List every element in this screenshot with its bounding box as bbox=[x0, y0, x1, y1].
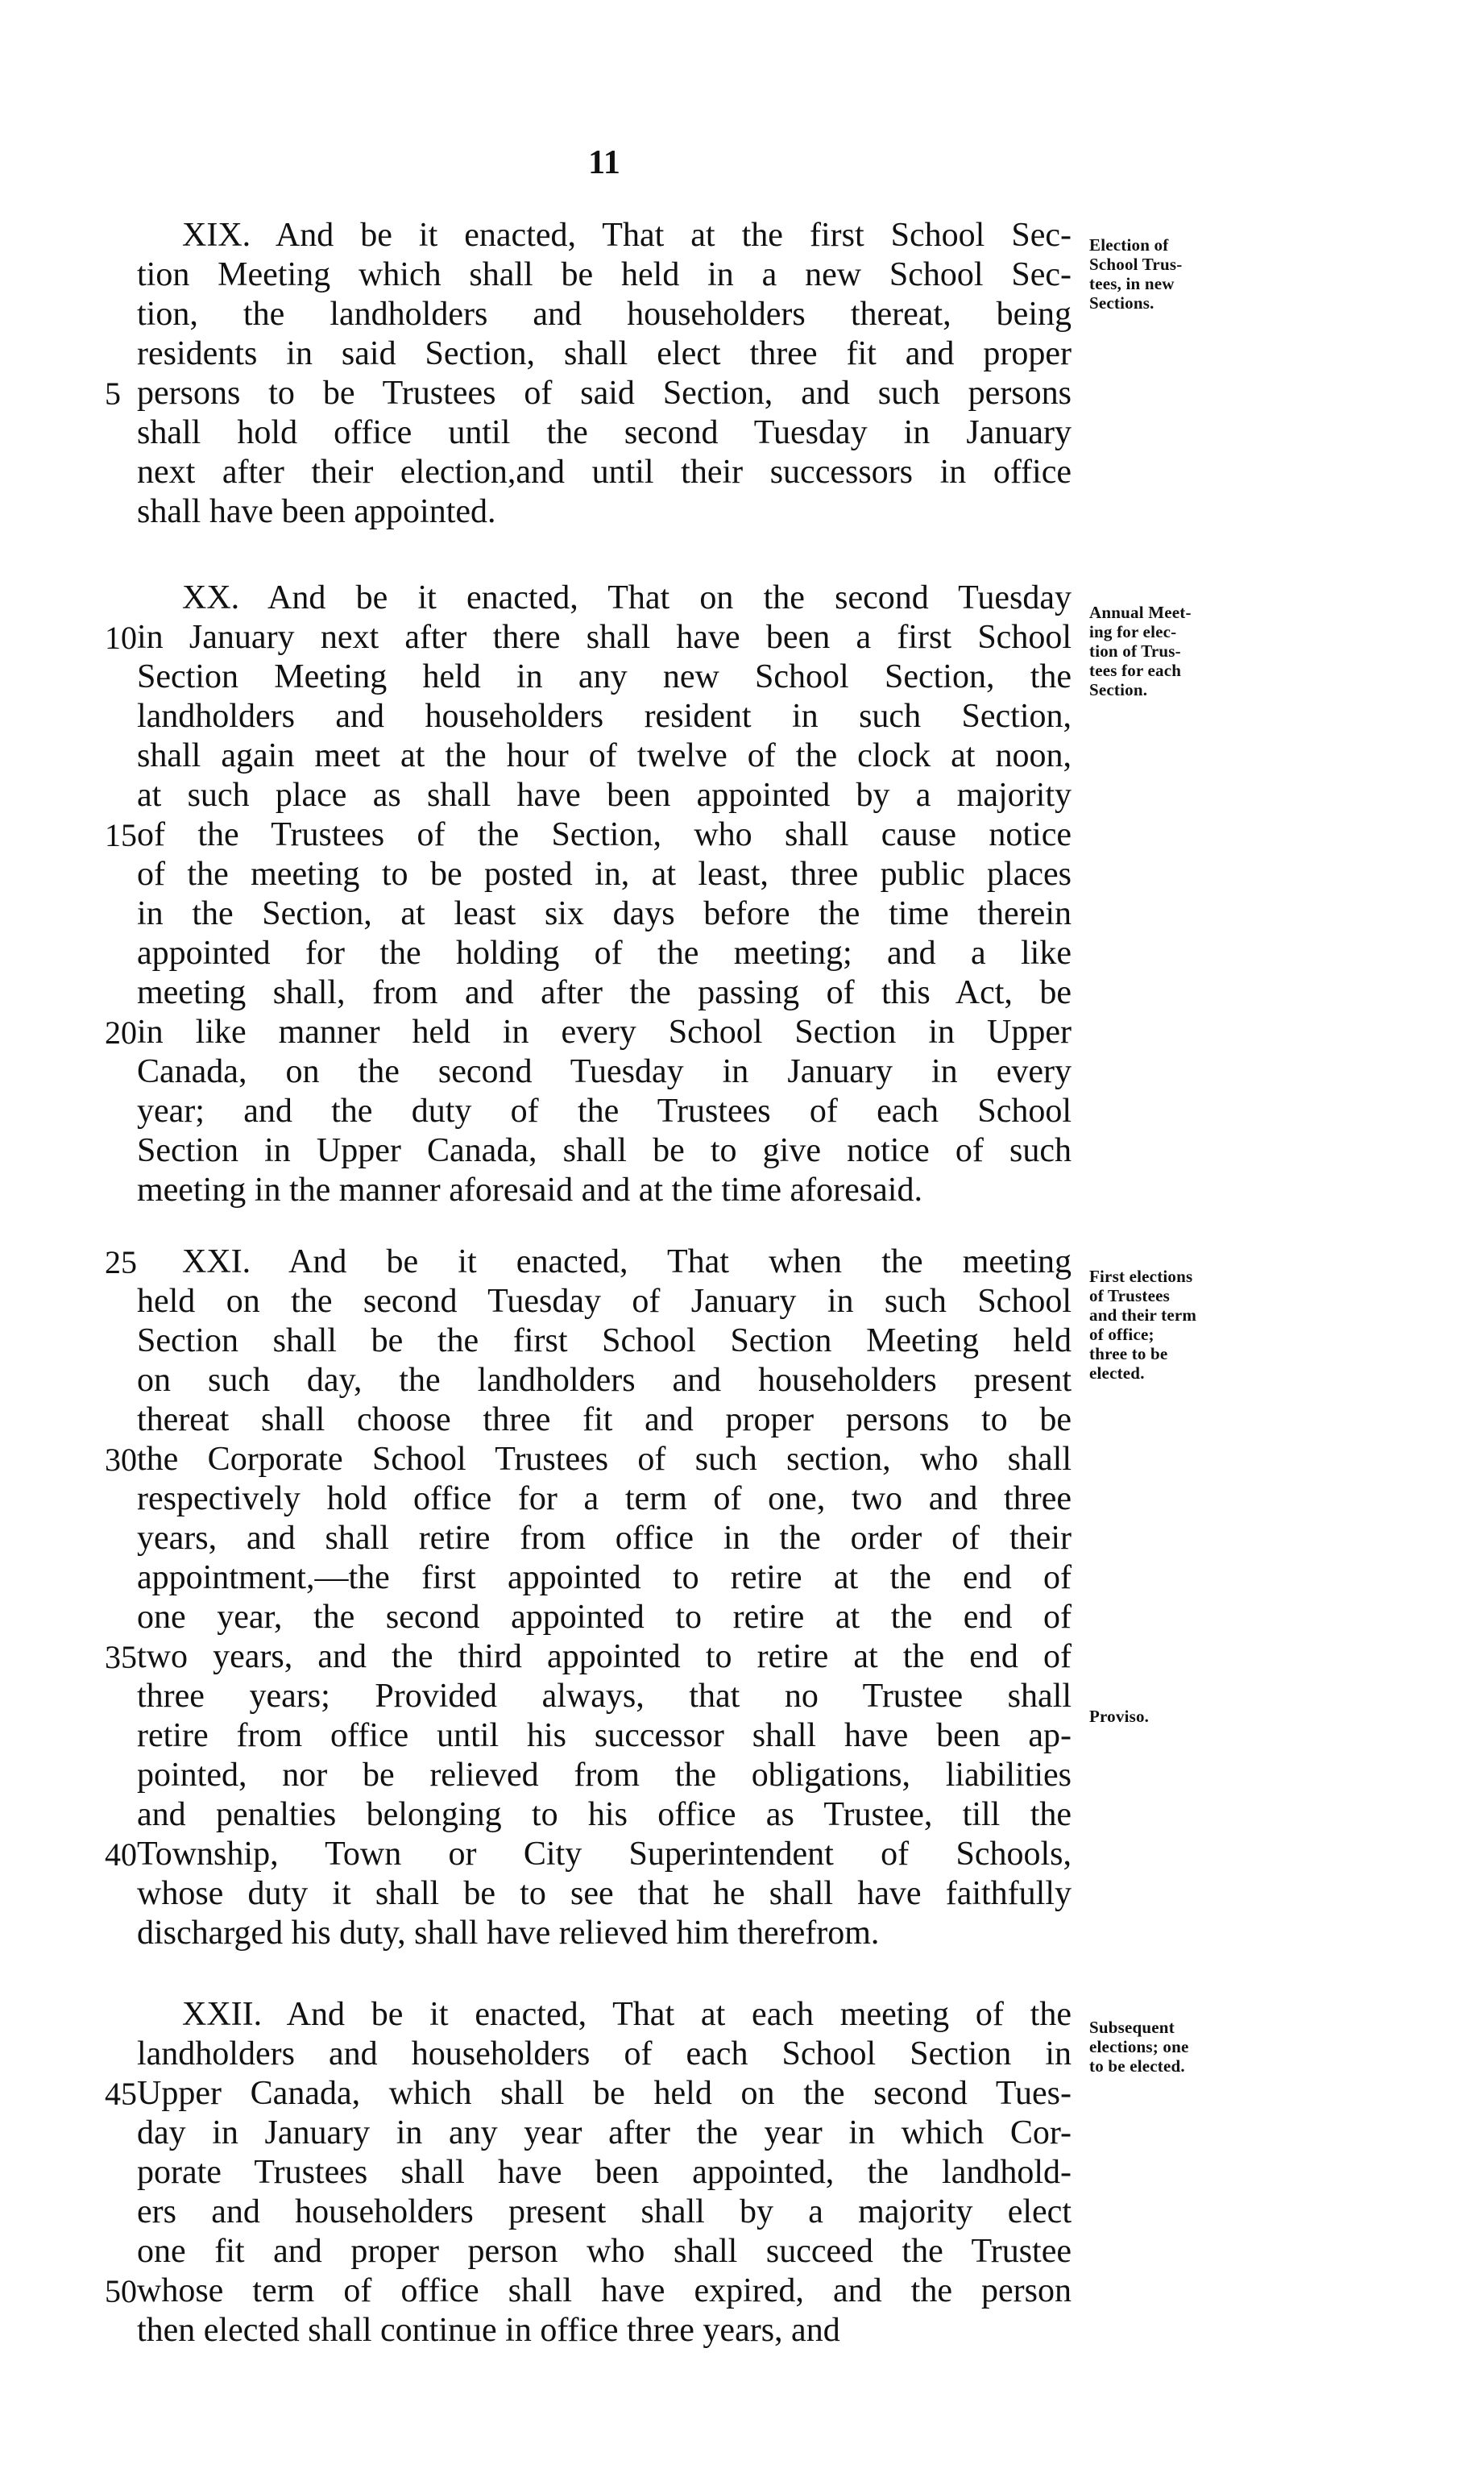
marginal-note-first-elections bbox=[1089, 1267, 1291, 1383]
line-number: 10 bbox=[105, 620, 137, 656]
line-text: one fit and proper person who shall succeed the Trustee bbox=[137, 2233, 1072, 2270]
line-text: in the Section, at least six days before the time therein bbox=[137, 895, 1072, 932]
line-text: then elected shall continue in office three years, and bbox=[137, 2312, 840, 2349]
line-text: shall again meet at the hour of twelve of the clock at noon, bbox=[137, 737, 1072, 774]
text-line bbox=[137, 1598, 1072, 1637]
text-line bbox=[137, 1092, 1072, 1131]
line-text: tion Meeting which shall be held in a new School Sec- bbox=[137, 256, 1072, 293]
line-text: Township, Town or City Superintendent of Schools, bbox=[137, 1836, 1072, 1873]
text-line bbox=[137, 2035, 1072, 2074]
text-line bbox=[137, 255, 1072, 295]
line-text: XIX. And be it enacted, That at the first School Sec- bbox=[182, 217, 1072, 254]
text-line bbox=[137, 1874, 1072, 1914]
text-line bbox=[137, 1131, 1072, 1171]
line-text: meeting in the manner aforesaid and at the time aforesaid. bbox=[137, 1172, 922, 1209]
text-line bbox=[105, 815, 1072, 855]
marginal-note-line: First elections bbox=[1089, 1267, 1193, 1286]
line-text: of the meeting to be posted in, at least, three public places bbox=[137, 856, 1072, 893]
text-line bbox=[137, 2153, 1072, 2193]
text-line bbox=[137, 1716, 1072, 1756]
marginal-note-line: tion of Trus- bbox=[1089, 641, 1181, 661]
line-text: of the Trustees of the Section, who shall cause notice bbox=[137, 816, 1072, 853]
text-line bbox=[137, 492, 1072, 532]
text-line bbox=[105, 1835, 1072, 1874]
section-xx bbox=[105, 579, 1072, 1210]
text-line bbox=[137, 334, 1072, 374]
line-number: 15 bbox=[105, 817, 137, 853]
marginal-note-line: and their term bbox=[1089, 1305, 1197, 1325]
text-line bbox=[137, 1361, 1072, 1400]
marginal-note-line: tees, in new bbox=[1089, 274, 1175, 293]
line-text: persons to be Trustees of said Section, and such persons bbox=[137, 375, 1072, 412]
text-line bbox=[137, 1914, 1072, 1953]
line-text: pointed, nor be relieved from the obligations, liabilities bbox=[137, 1757, 1072, 1794]
line-number: 5 bbox=[105, 375, 121, 412]
text-line bbox=[137, 295, 1072, 334]
marginal-note-line: Election of bbox=[1089, 235, 1169, 255]
text-line bbox=[137, 216, 1072, 255]
marginal-note-line: three to be bbox=[1089, 1344, 1168, 1363]
text-line bbox=[105, 1440, 1072, 1479]
marginal-note-subsequent-elections bbox=[1089, 2018, 1291, 2076]
text-line bbox=[105, 1013, 1072, 1052]
line-text: the Corporate School Trustees of such section, who shall bbox=[137, 1441, 1072, 1478]
marginal-note-line: elected. bbox=[1089, 1363, 1145, 1383]
line-text: landholders and householders resident in such Section, bbox=[137, 698, 1072, 735]
line-text: XXII. And be it enacted, That at each meeting of the bbox=[182, 1996, 1072, 2033]
line-text: Section in Upper Canada, shall be to give notice of such bbox=[137, 1132, 1072, 1169]
text-line bbox=[105, 2074, 1072, 2114]
line-text: year; and the duty of the Trustees of each School bbox=[137, 1093, 1072, 1130]
text-line bbox=[105, 1637, 1072, 1677]
line-text: three years; Provided always, that no Trustee shall bbox=[137, 1678, 1072, 1715]
text-line bbox=[137, 697, 1072, 736]
line-text: and penalties belonging to his office as Trustee, till the bbox=[137, 1796, 1072, 1833]
line-text: thereat shall choose three fit and proper persons to be bbox=[137, 1401, 1072, 1438]
line-text: meeting shall, from and after the passing of this Act, be bbox=[137, 974, 1072, 1011]
text-line bbox=[137, 736, 1072, 776]
line-text: shall have been appointed. bbox=[137, 493, 496, 530]
text-line bbox=[137, 894, 1072, 934]
line-text: tion, the landholders and householders thereat, being bbox=[137, 296, 1072, 333]
text-line bbox=[137, 1052, 1072, 1092]
marginal-note-line: of Trustees bbox=[1089, 1286, 1170, 1305]
text-line bbox=[137, 1400, 1072, 1440]
line-text: retire from office until his successor shall have been ap- bbox=[137, 1717, 1072, 1754]
text-line bbox=[137, 658, 1072, 697]
text-line bbox=[137, 2311, 1072, 2350]
text-line bbox=[137, 1321, 1072, 1361]
line-text: landholders and householders of each School Section in bbox=[137, 2035, 1072, 2072]
line-text: Canada, on the second Tuesday in January in every bbox=[137, 1053, 1072, 1090]
text-line bbox=[105, 374, 1072, 413]
line-text: in January next after there shall have been a first School bbox=[137, 619, 1072, 656]
marginal-note-line: Annual Meet- bbox=[1089, 603, 1192, 622]
section-xxii bbox=[105, 1995, 1072, 2350]
text-line bbox=[137, 1171, 1072, 1210]
line-text: XXI. And be it enacted, That when the meeting bbox=[182, 1243, 1072, 1280]
line-text: respectively hold office for a term of one, two and three bbox=[137, 1480, 1072, 1517]
text-line bbox=[137, 1756, 1072, 1795]
text-line bbox=[137, 453, 1072, 492]
marginal-note-annual-meeting bbox=[1089, 603, 1291, 699]
section-xxi bbox=[105, 1243, 1072, 1953]
text-line bbox=[137, 579, 1072, 618]
text-line bbox=[137, 1795, 1072, 1835]
marginal-note-line: School Trus- bbox=[1089, 255, 1183, 274]
text-line bbox=[137, 2232, 1072, 2271]
text-line bbox=[137, 776, 1072, 815]
line-number: 40 bbox=[105, 1836, 137, 1873]
text-line bbox=[137, 1677, 1072, 1716]
line-text: at such place as shall have been appointed by a majority bbox=[137, 777, 1072, 814]
marginal-note-line: Proviso. bbox=[1089, 1707, 1150, 1726]
text-line bbox=[137, 1519, 1072, 1558]
text-line bbox=[137, 1479, 1072, 1519]
line-number: 45 bbox=[105, 2076, 137, 2112]
marginal-note-line: Section. bbox=[1089, 680, 1148, 699]
marginal-note-line: of office; bbox=[1089, 1325, 1154, 1344]
line-text: Section shall be the first School Section Meeting held bbox=[137, 1322, 1072, 1359]
text-line bbox=[105, 1243, 1072, 1282]
line-text: appointed for the holding of the meeting; and a like bbox=[137, 935, 1072, 972]
line-text: whose duty it shall be to see that he shall have faithfully bbox=[137, 1875, 1072, 1912]
marginal-note-line: ing for elec- bbox=[1089, 622, 1177, 641]
marginal-note-line: to be elected. bbox=[1089, 2056, 1185, 2076]
marginal-note-election-of-trustees bbox=[1089, 235, 1291, 313]
marginal-note-proviso bbox=[1089, 1707, 1291, 1726]
text-line bbox=[137, 1558, 1072, 1598]
line-text: ers and householders present shall by a majority elect bbox=[137, 2193, 1072, 2230]
line-text: on such day, the landholders and householders present bbox=[137, 1362, 1072, 1399]
line-text: Upper Canada, which shall be held on the second Tues- bbox=[137, 2075, 1072, 2112]
marginal-note-line: elections; one bbox=[1089, 2037, 1189, 2056]
line-text: porate Trustees shall have been appointed, the landhold- bbox=[137, 2154, 1072, 2191]
line-text: Section Meeting held in any new School Section, the bbox=[137, 658, 1072, 695]
text-line bbox=[137, 1995, 1072, 2035]
line-text: one year, the second appointed to retire at the end of bbox=[137, 1599, 1072, 1636]
text-line bbox=[137, 855, 1072, 894]
text-line bbox=[105, 618, 1072, 658]
line-text: day in January in any year after the year in which Cor- bbox=[137, 2114, 1072, 2151]
line-text: shall hold office until the second Tuesday in January bbox=[137, 414, 1072, 451]
line-text: whose term of office shall have expired, and the person bbox=[137, 2272, 1072, 2309]
line-number: 35 bbox=[105, 1639, 137, 1675]
line-number: 20 bbox=[105, 1014, 137, 1051]
line-text: next after their election,and until their successors in office bbox=[137, 454, 1072, 491]
text-line bbox=[137, 1282, 1072, 1321]
line-number: 50 bbox=[105, 2273, 137, 2309]
line-text: appointment,—the first appointed to retire at the end of bbox=[137, 1559, 1072, 1596]
text-line bbox=[137, 2193, 1072, 2232]
line-text: held on the second Tuesday of January in such School bbox=[137, 1283, 1072, 1320]
text-line bbox=[137, 973, 1072, 1013]
text-line bbox=[137, 2114, 1072, 2153]
text-line bbox=[137, 934, 1072, 973]
line-text: in like manner held in every School Section in Upper bbox=[137, 1014, 1072, 1051]
line-text: discharged his duty, shall have relieved him therefrom. bbox=[137, 1915, 880, 1952]
marginal-note-line: tees for each bbox=[1089, 661, 1182, 680]
page-number: 11 bbox=[588, 144, 620, 181]
section-xix bbox=[105, 216, 1072, 532]
text-line bbox=[137, 413, 1072, 453]
line-text: XX. And be it enacted, That on the second Tuesday bbox=[182, 579, 1072, 616]
line-text: two years, and the third appointed to retire at the end of bbox=[137, 1638, 1072, 1675]
line-text: years, and shall retire from office in the order of their bbox=[137, 1520, 1072, 1557]
line-text: residents in said Section, shall elect three fit and proper bbox=[137, 335, 1072, 372]
line-number: 30 bbox=[105, 1442, 137, 1478]
line-number: 25 bbox=[105, 1244, 137, 1280]
text-line bbox=[105, 2271, 1072, 2311]
marginal-note-line: Subsequent bbox=[1089, 2018, 1175, 2037]
marginal-note-line: Sections. bbox=[1089, 293, 1154, 313]
